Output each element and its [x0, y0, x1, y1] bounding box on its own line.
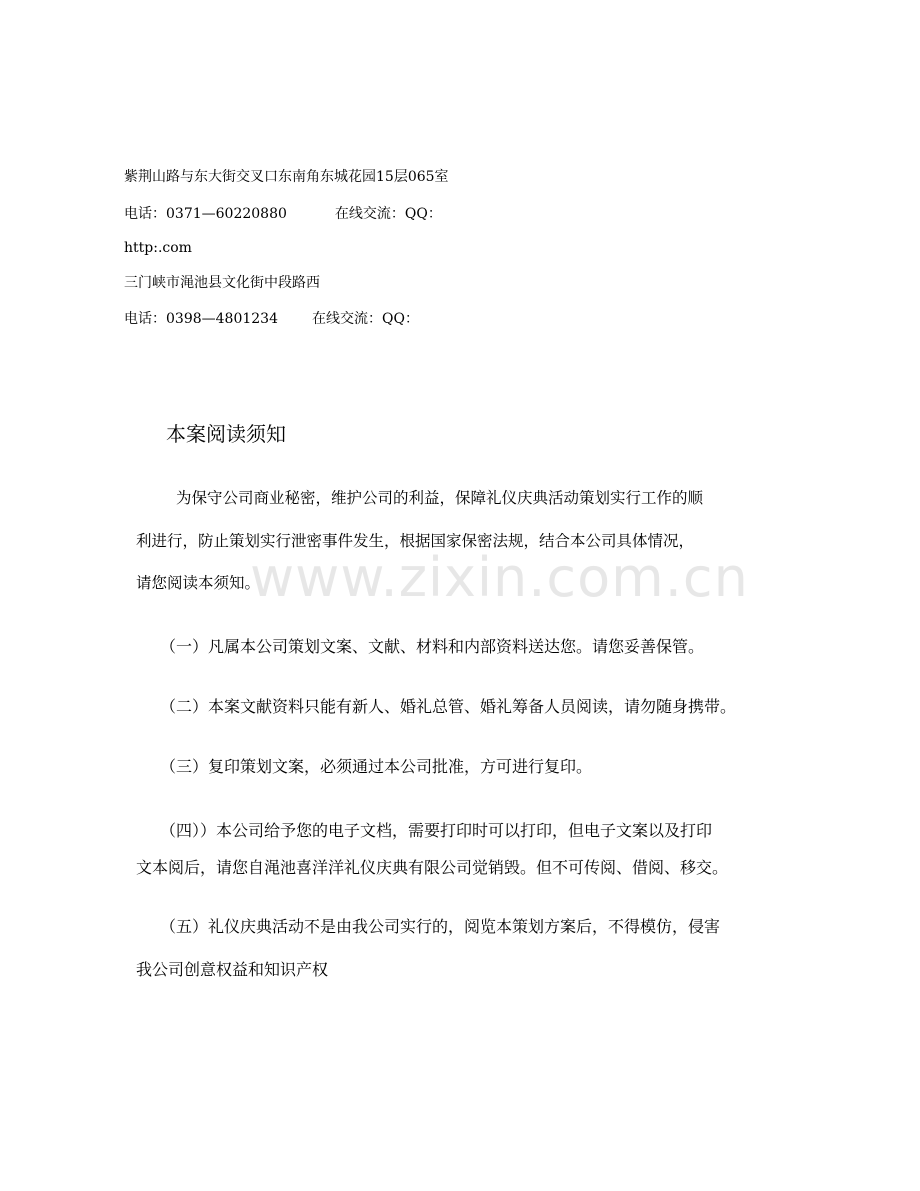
contact-row-1: [124, 205, 442, 223]
contact-address-1: 紫荆山路与东大街交叉口东南角东城花园15层065室: [124, 169, 449, 185]
notice-item-5-line-1: （五）礼仪庆典活动不是由我公司实行的，阅览本策划方案后，不得模仿，侵害: [160, 917, 721, 936]
notice-item-1: （一）凡属本公司策划文案、文献、材料和内部资料送达您。请您妥善保管。: [160, 637, 705, 656]
contact-row-2: [124, 310, 419, 328]
contact-phone-1: 电话：0371—60220880: [124, 206, 287, 222]
contact-online-2: 在线交流：QQ：: [311, 311, 419, 327]
notice-item-5-line-2: 我公司创意权益和知识产权: [136, 960, 329, 979]
intro-line-3: 请您阅读本须知。: [136, 574, 261, 592]
notice-item-3: （三）复印策划文案，必须通过本公司批准，方可进行复印。: [160, 757, 593, 776]
watermark: www.zixin.com.cn: [250, 546, 749, 609]
notice-item-4-line-1: （四））本公司给予您的电子文档，需要打印时可以打印，但电子文案以及打印: [160, 821, 713, 840]
contact-address-2: 三门峡市渑池县文化街中段路西: [124, 275, 320, 291]
notice-item-4-line-2: 文本阅后，请您自渑池喜洋洋礼仪庆典有限公司觉销毁。但不可传阅、借阅、移交。: [136, 858, 729, 877]
contact-website: http:.com: [124, 240, 192, 256]
notice-title: 本案阅读须知: [166, 422, 286, 446]
intro-line-1: 为保守公司商业秘密，维护公司的利益，保障礼仪庆典活动策划实行工作的顺: [176, 489, 704, 507]
intro-line-2: 利进行，防止策划实行泄密事件发生，根据国家保密法规，结合本公司具体情况，: [136, 532, 695, 550]
notice-item-2: （二）本案文献资料只能有新人、婚礼总管、婚礼筹备人员阅读，请勿随身携带。: [160, 697, 737, 716]
contact-phone-2: 电话：0398—4801234: [124, 311, 278, 327]
contact-online-1: 在线交流：QQ：: [334, 206, 442, 222]
